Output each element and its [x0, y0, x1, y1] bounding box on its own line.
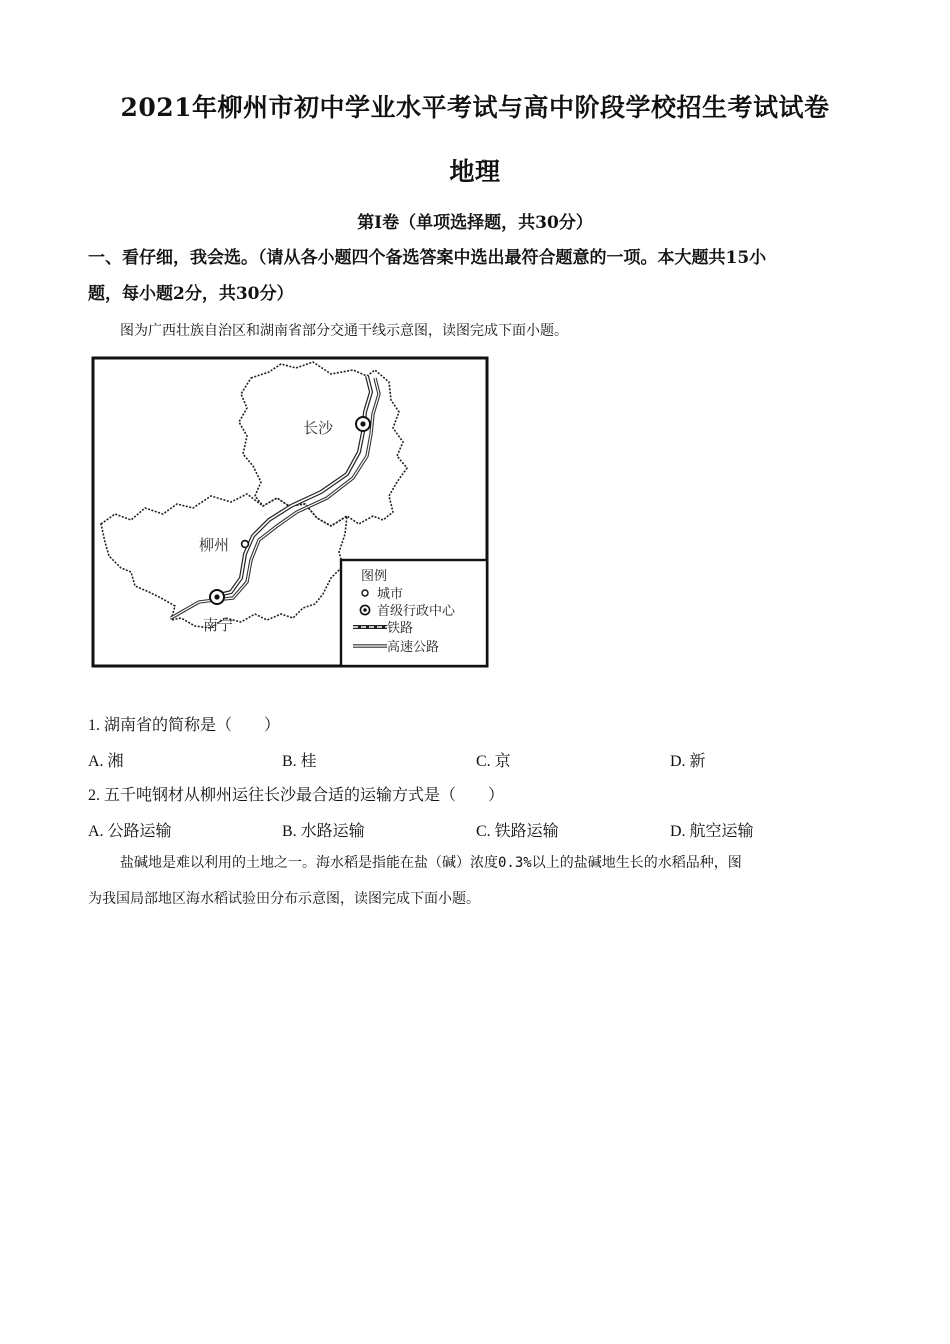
legend-title: 图例 [361, 569, 388, 584]
second-intro-line2: 为我国局部地区海水稻试验田分布示意图，读图完成下面小题。 [88, 891, 480, 907]
liuzhou-city-icon [242, 541, 249, 548]
legend-capital-dot [363, 608, 367, 612]
question-2-option-a[interactable]: A. 公路运输 [88, 823, 172, 840]
nanning-label: 南宁 [203, 616, 234, 634]
question-2-stem: 2. 五千吨钢材从柳州运往长沙最合适的运输方式是（ ） [88, 787, 505, 804]
exam-subject: 地理 [449, 157, 501, 186]
legend-railway-label: 铁路 [387, 621, 414, 636]
section-heading-line1: 一、看仔细，我会选。（请从各小题四个备选答案中选出最符合题意的一项。本大题共15小 [88, 248, 767, 268]
question-1-option-c[interactable]: C. 京 [476, 753, 511, 770]
section-title: 第Ⅰ卷（单项选择题，共30分） [357, 213, 593, 233]
changsha-capital-dot [360, 421, 365, 426]
figure-intro: 图为广西壮族自治区和湖南省部分交通干线示意图，读图完成下面小题。 [120, 323, 568, 339]
question-2-option-b[interactable]: B. 水路运输 [282, 823, 365, 840]
legend-highway-label: 高速公路 [387, 640, 440, 655]
second-intro-line1: 盐碱地是难以利用的土地之一。海水稻是指能在盐（碱）浓度0.3%以上的盐碱地生长的水稻品种，图 [120, 855, 742, 871]
transport-map-svg [91, 356, 489, 668]
question-1-stem: 1. 湖南省的简称是（ ） [88, 717, 281, 734]
question-1-option-d[interactable]: D. 新 [670, 753, 706, 770]
legend-capital-label: 首级行政中心 [377, 604, 456, 619]
liuzhou-label: 柳州 [199, 536, 230, 554]
question-2-option-c[interactable]: C. 铁路运输 [476, 823, 559, 840]
transport-map [91, 356, 489, 668]
question-1-option-b[interactable]: B. 桂 [282, 753, 317, 770]
nanning-capital-dot [214, 594, 219, 599]
changsha-label: 长沙 [303, 419, 334, 437]
section-heading-line2: 题，每小题2分，共30分） [88, 284, 294, 304]
exam-title: 2021年柳州市初中学业水平考试与高中阶段学校招生考试试卷 [120, 93, 830, 122]
question-2-option-d[interactable]: D. 航空运输 [670, 823, 754, 840]
question-1-option-a[interactable]: A. 湘 [88, 753, 124, 770]
legend-city-label: 城市 [377, 587, 404, 602]
legend-city-icon [362, 590, 368, 596]
